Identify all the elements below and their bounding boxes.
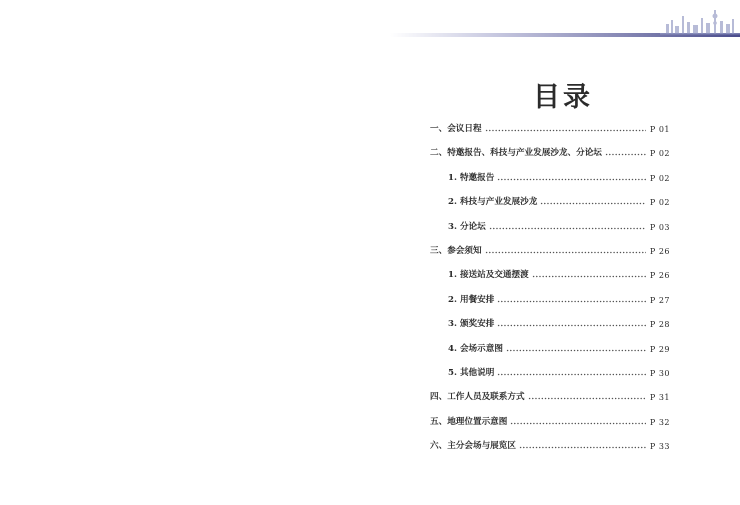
toc-leader-dots bbox=[540, 202, 646, 205]
toc-leader-dots bbox=[497, 324, 646, 327]
toc-item-label: 4. 会场示意图 bbox=[448, 343, 503, 354]
toc-leader-dots bbox=[497, 300, 646, 303]
toc-item-page: P 02 bbox=[649, 198, 670, 208]
toc-item[interactable] bbox=[430, 386, 670, 402]
toc-item-page: P 02 bbox=[649, 173, 670, 183]
toc-item-label: 3. 颁奖安排 bbox=[448, 319, 495, 330]
toc-item-label: 六、主分会场与展览区 bbox=[430, 441, 516, 452]
toc-item-page: P 26 bbox=[649, 271, 670, 281]
toc-leader-dots bbox=[497, 373, 646, 376]
toc-leader-dots bbox=[510, 422, 646, 425]
toc-item-page: P 03 bbox=[649, 222, 670, 232]
toc-item[interactable] bbox=[448, 191, 670, 207]
toc-item[interactable] bbox=[430, 118, 670, 134]
toc-item-page: P 02 bbox=[649, 149, 670, 159]
toc-leader-dots bbox=[528, 397, 646, 400]
toc-item-label: 1. 特邀报告 bbox=[448, 172, 495, 183]
toc-item-label: 2. 用餐安排 bbox=[448, 294, 495, 305]
toc-leader-dots bbox=[605, 153, 646, 156]
toc-item[interactable] bbox=[448, 289, 670, 305]
toc-leader-dots bbox=[485, 251, 646, 254]
toc-item-page: P 33 bbox=[649, 442, 670, 452]
toc-item[interactable] bbox=[448, 313, 670, 329]
toc-item-label: 五、地理位置示意图 bbox=[430, 416, 508, 427]
toc-item-label: 四、工作人员及联系方式 bbox=[430, 392, 525, 403]
page-title: 目录 bbox=[533, 82, 593, 113]
toc-item-label: 二、特邀报告、科技与产业发展沙龙、分论坛 bbox=[430, 148, 602, 159]
toc-item-page: P 26 bbox=[649, 247, 670, 256]
toc-item[interactable] bbox=[448, 167, 670, 183]
toc-item-page: P 28 bbox=[649, 320, 670, 330]
toc-item-page: P 30 bbox=[649, 369, 670, 378]
toc-item[interactable] bbox=[448, 338, 670, 354]
toc-item[interactable] bbox=[430, 142, 670, 158]
toc-leader-dots bbox=[497, 178, 646, 181]
toc-leader-dots bbox=[506, 349, 646, 352]
toc-item[interactable] bbox=[430, 240, 670, 256]
toc-item[interactable] bbox=[430, 435, 670, 451]
toc-item-page: P 31 bbox=[649, 393, 670, 403]
toc-item-page: P 01 bbox=[649, 125, 670, 134]
toc-leader-dots bbox=[519, 446, 646, 449]
toc-item-label: 一、会议日程 bbox=[430, 124, 482, 134]
toc-item-label: 3. 分论坛 bbox=[448, 221, 486, 232]
toc-leader-dots bbox=[485, 129, 646, 132]
toc-item-label: 5. 其他说明 bbox=[448, 368, 495, 378]
toc-item-page: P 32 bbox=[649, 417, 670, 427]
city-skyline-icon bbox=[660, 6, 740, 36]
toc-item-label: 1. 接送站及交通摆渡 bbox=[448, 270, 529, 281]
toc-item[interactable] bbox=[430, 411, 670, 427]
toc-item-label: 2. 科技与产业发展沙龙 bbox=[448, 197, 538, 208]
toc-item[interactable] bbox=[448, 216, 670, 232]
toc-item[interactable] bbox=[448, 362, 670, 378]
toc-item-page: P 29 bbox=[649, 344, 670, 354]
toc-leader-dots bbox=[532, 275, 646, 278]
toc-item-label: 三、参会须知 bbox=[430, 246, 482, 256]
toc-item[interactable] bbox=[448, 264, 670, 280]
toc-leader-dots bbox=[489, 227, 646, 230]
toc-item-page: P 27 bbox=[649, 295, 670, 305]
